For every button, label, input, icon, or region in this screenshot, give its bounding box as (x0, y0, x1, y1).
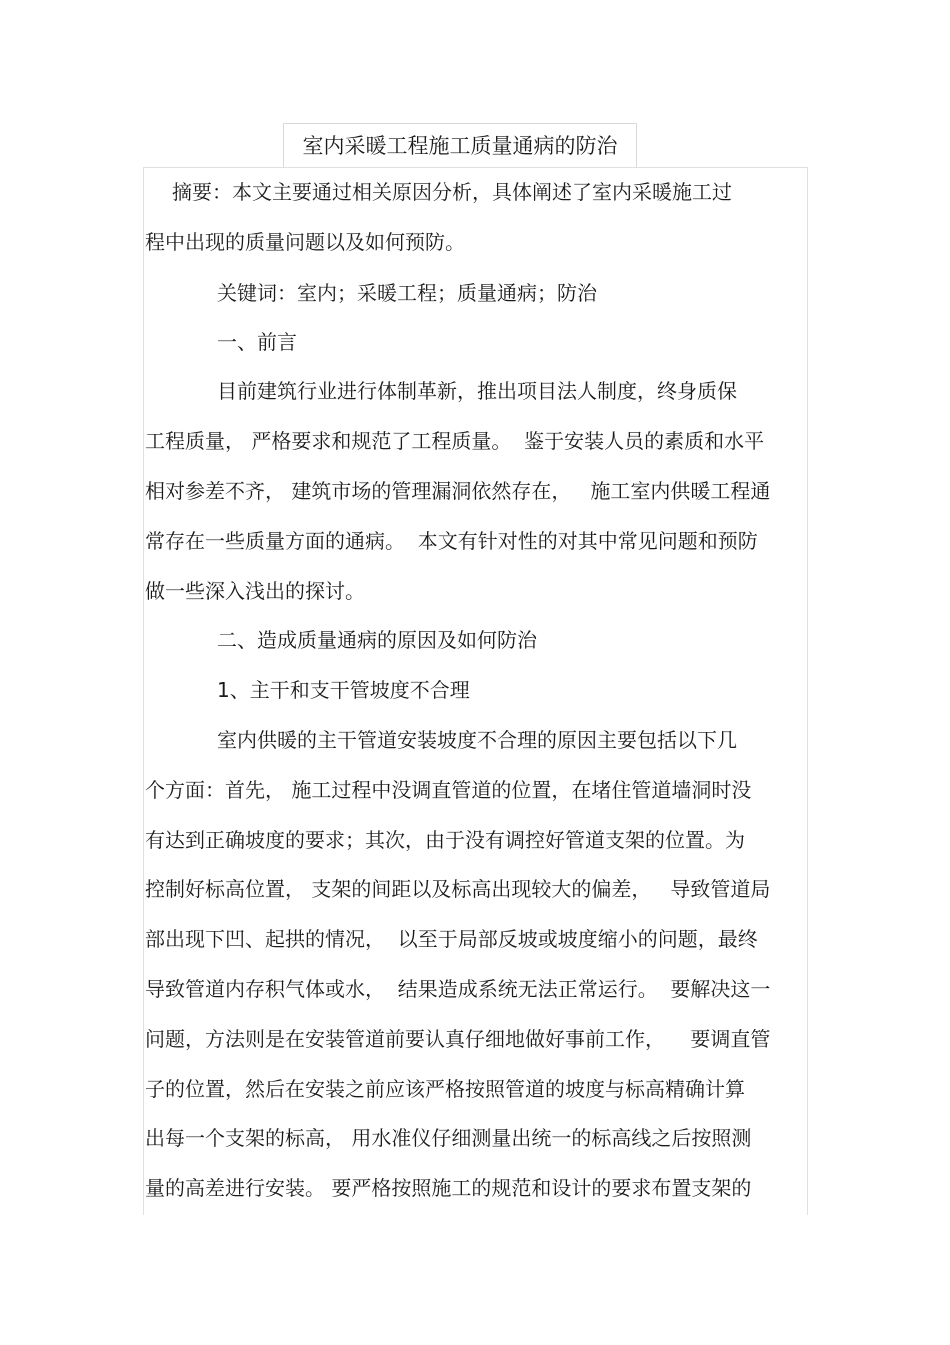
subsection-heading: 1、主干和支干管坡度不合理 (217, 678, 470, 702)
document-title: 室内采暖工程施工质量通病的防治 (302, 134, 618, 158)
paragraph-line: 控制好标高位置， 支架的间距以及标高出现较大的偏差， 导致管道局 (145, 877, 771, 901)
paragraph-line: 量的高差进行安装。 要严格按照施工的规范和设计的要求布置支架的 (145, 1176, 752, 1200)
paragraph-line: 导致管道内存积气体或水， 结果造成系统无法正常运行。 要解决这一 (145, 977, 771, 1001)
paragraph-line: 出每一个支架的标高， 用水准仪仔细测量出统一的标高线之后按照测 (145, 1126, 752, 1150)
paragraph-line: 相对参差不齐， 建筑市场的管理漏洞依然存在， 施工室内供暖工程通 (145, 479, 771, 503)
section-heading: 一、前言 (217, 330, 297, 354)
paragraph-line: 个方面：首先， 施工过程中没调直管道的位置，在堵住管道墙洞时没 (145, 778, 752, 802)
section-heading: 二、造成质量通病的原因及如何防治 (217, 628, 537, 652)
paragraph-line: 做一些深入浅出的探讨。 (145, 579, 365, 603)
paragraph-line: 问题，方法则是在安装管道前要认真仔细地做好事前工作， 要调直管 (145, 1027, 771, 1051)
paragraph-line: 工程质量， 严格要求和规范了工程质量。 鉴于安装人员的素质和水平 (145, 429, 765, 453)
paragraph-line: 有达到正确坡度的要求；其次，由于没有调控好管道支架的位置。为 (145, 828, 745, 852)
paragraph-line: 摘要：本文主要通过相关原因分析，具体阐述了室内采暖施工过 (172, 180, 732, 204)
paragraph-line: 目前建筑行业进行体制革新，推出项目法人制度，终身质保 (217, 379, 737, 403)
paragraph-line: 关键词：室内；采暖工程；质量通病；防治 (217, 281, 597, 305)
paragraph-line: 程中出现的质量问题以及如何预防。 (145, 230, 465, 254)
paragraph-line: 子的位置，然后在安装之前应该严格按照管道的坡度与标高精确计算 (145, 1077, 745, 1101)
paragraph-line: 常存在一些质量方面的通病。 本文有针对性的对其中常见问题和预防 (145, 529, 758, 553)
paragraph-line: 部出现下凹、起拱的情况， 以至于局部反坡或坡度缩小的问题，最终 (145, 927, 758, 951)
paragraph-line: 室内供暖的主干管道安装坡度不合理的原因主要包括以下几 (217, 728, 737, 752)
